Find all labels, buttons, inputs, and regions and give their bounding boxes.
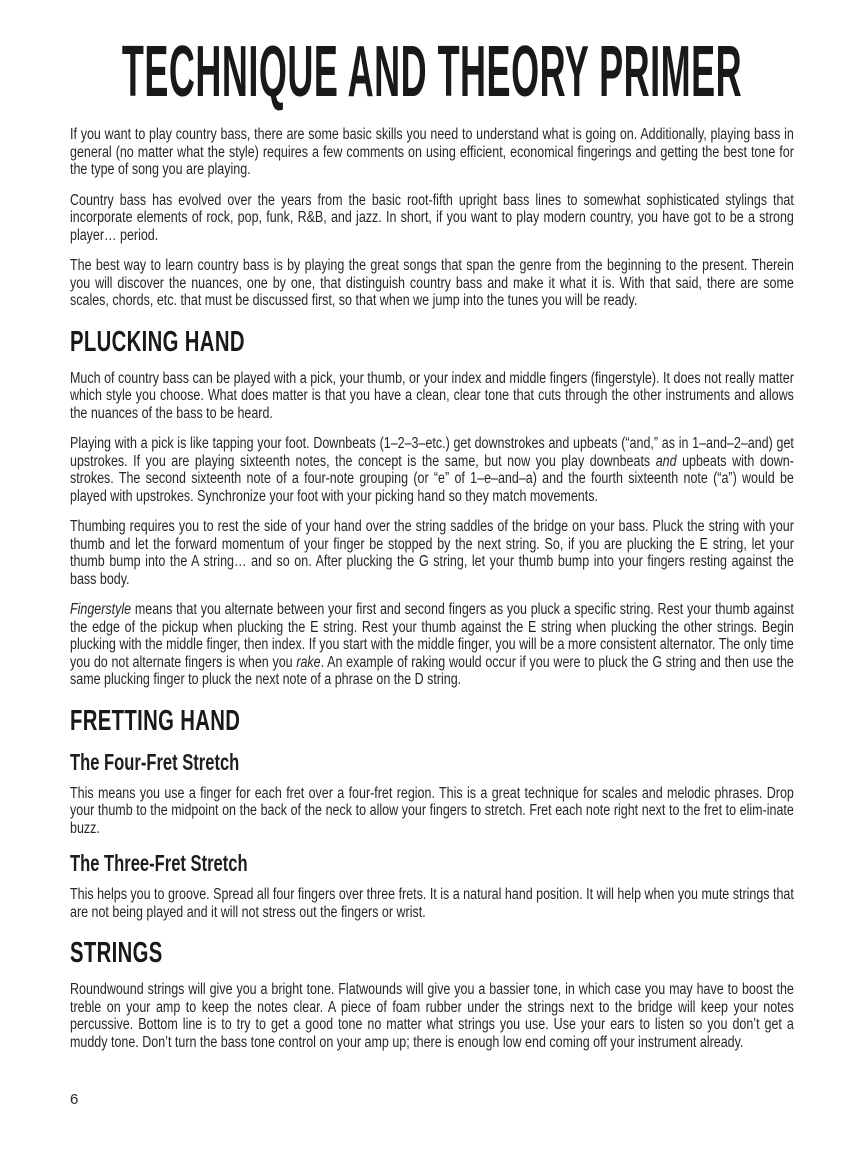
page-number: 6 [70,1091,79,1108]
section-heading-plucking-hand: PLUCKING HAND [70,325,245,358]
intro-paragraph-3: The best way to learn country bass is by playing the great songs that span the genre from the beginning to the present. Therein you will discover the nuances, one by one, that distinguish country bass and make it what it is. With that said, there are some scales, chords, etc. that must be discussed first, so that when we jump into the tunes you will be ready. [70,257,794,309]
italic-word-and: and [655,452,677,470]
three-fret-stretch-paragraph: This helps you to groove. Spread all four fingers over three frets. It is a natural hand position. It will help when you mute strings that are not being played and it will not stress out the fingers or wrist. [70,886,794,921]
sub-heading-four-fret-stretch: The Four-Fret Stretch [70,748,240,775]
plucking-intro-paragraph: Much of country bass can be played with a pick, your thumb, or your index and middle fingers (fingerstyle). It does not really matter which style you choose. What does matter is that you have a clean, clear tone that cuts through the other instruments and allows the nuances of the bass to be heard. [70,369,794,422]
intro-paragraph-2: Country bass has evolved over the years from the basic root-fifth upright bass lines to somewhat sophisticated stylings that incorporate elements of rock, pop, funk, R&B, and jazz. In short, if you want to play modern country, you have got to be a strong player… period. [70,191,794,244]
intro-paragraph-1: If you want to play country bass, there are some basic skills you need to understand what is going on. Additionally, playing bass in general (no matter what the style) requires a few comments on using efficient, economical fingerings and getting the best tone for the type of song you are playing. [70,126,794,178]
plucking-thumbing-paragraph: Thumbing requires you to rest the side of your hand over the string saddles of the bridge on your bass. Pluck the string with your thumb and let the forward momentum of your finger be stopped by the next string. So, if you are plucking the E string, let your thumb bump into the A string… and so on. After plucking the G string, let your thumb bump into your fingers resting against the bass body. [70,518,794,588]
section-heading-fretting-hand: FRETTING HAND [70,704,241,737]
italic-word-rake: rake [296,653,321,671]
italic-word-fingerstyle: Fingerstyle [70,601,132,618]
paragraph-segment: . An example of raking would occur if you were to pluck the G string and then use the same plucking finger to pluck the next note of a phrase on the D string. [70,653,794,688]
paragraph-segment: upbeats with down-strokes. The second sixteenth note of a four-note grouping (or “e” of 1–e–and–a) and the fourth sixteenth note (“a”) would be played with upstrokes. Synchronize your foot with your picking hand so they match movements. [70,452,794,505]
plucking-pick-paragraph [70,435,794,505]
section-heading-strings: STRINGS [70,937,163,969]
sub-heading-three-fret-stretch: The Three-Fret Stretch [70,850,248,876]
paragraph-segment: Playing with a pick is like tapping your foot. Downbeats (1–2–3–etc.) get downstrokes and upbeats (“and,” as in 1–and–2–and) get upstrokes. If you are playing sixteenth notes, the concept is the same, but now you play downbeats [70,435,794,470]
plucking-fingerstyle-paragraph [70,601,794,689]
four-fret-stretch-paragraph: This means you use a finger for each fret over a four-fret region. This is a great technique for scales and melodic phrases. Drop your thumb to the midpoint on the back of the neck to allow your fingers to stretch. Fret each note right next to the fret to elim-inate buzz. [70,784,794,837]
strings-paragraph: Roundwound strings will give you a bright tone. Flatwounds will give you a bassier tone, in which case you may have to boost the treble on your amp to keep the notes clear. A piece of foam rubber under the strings next to the bridge will keep your notes percussive. Bottom line is to try to get a good tone no matter what strings you use. Use your ears to listen so you don’t get a muddy tone. Don’t turn the bass tone control on your amp up; there is enough low end coming off your instrument already. [70,981,794,1051]
page-title: TECHNIQUE AND THEORY PRIMER [121,32,743,112]
paragraph-segment: means that you alternate between your first and second fingers as you pluck a specific string. Rest your thumb against the edge of the pickup when plucking the E string. Rest your thumb against the E string when plucking the other strings. Begin plucking with the middle finger, then index. If you start with the middle finger, you will be a more consistent alternator. The only time you do not alternate fingers is when you [70,601,794,671]
